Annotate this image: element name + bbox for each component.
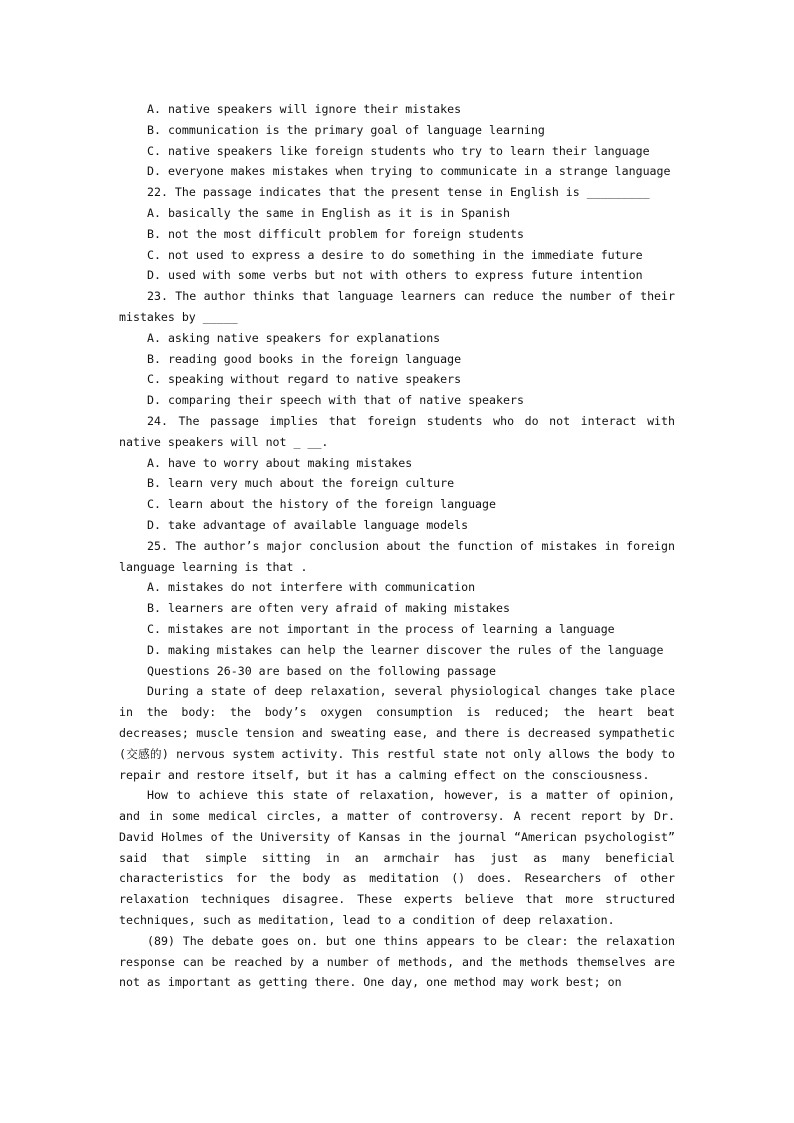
q24-option-a: A. have to worry about making mistakes — [147, 455, 413, 470]
q22-option-c: C. not used to express a desire to do something in the immediate future — [147, 247, 643, 262]
q25-stem-text: 25. The author’s major conclusion about the function of mistakes in foreign language learning is that . — [119, 538, 675, 574]
paragraph-2-text: How to achieve this state of relaxation, however, is a matter of opinion, and in some medical circles, a matter of controversy. A recent report by Dr. David Holmes of the University of Kansas in the journal “American psychologist” said that simple sitting in an armchair has just as many beneficial characteristics for the body as meditation () does. Researchers of other relaxation techniques disagree. These experts believe that more structured techniques, such as meditation, lead to a condition of deep relaxation. — [119, 788, 675, 928]
q22-stem: 22. The passage indicates that the present tense in English is _________ — [147, 185, 650, 200]
q21-option-a: A. native speakers will ignore their mistakes — [147, 102, 462, 116]
q21-option-b: B. communication is the primary goal of language learning — [147, 122, 545, 137]
q23-option-c: C. speaking without regard to native speakers — [147, 372, 462, 387]
q24-stem-text: 24. The passage implies that foreign students who do not interact with native speakers will not _ __. — [119, 413, 675, 449]
q21-option-c: C. native speakers like foreign students who try to learn their language — [147, 143, 650, 158]
q24-option-d: D. take advantage of available language models — [147, 517, 469, 532]
passage-paragraph-2 — [119, 785, 675, 931]
q23-option-b: B. reading good books in the foreign language — [147, 351, 462, 366]
paragraph-3-text: (89) The debate goes on. but one thins appears to be clear: the relaxation response can be reached by a number of methods, and the methods themselves are not as important as getting there. One day, one method may work best; on — [119, 933, 675, 990]
document-page — [119, 99, 675, 993]
q22-option-a: A. basically the same in English as it is in Spanish — [147, 205, 510, 220]
q22-option-b: B. not the most difficult problem for foreign students — [147, 226, 524, 241]
q25-option-d: D. making mistakes can help the learner discover the rules of the language — [147, 642, 664, 657]
passage-paragraph-3 — [119, 931, 675, 993]
q22-option-d: D. used with some verbs but not with others to express future intention — [147, 268, 643, 283]
q23-option-d: D. comparing their speech with that of native speakers — [147, 393, 524, 408]
q24-stem — [119, 411, 675, 453]
q25-option-a: A. mistakes do not interfere with communication — [147, 580, 476, 595]
q21-option-d: D. everyone makes mistakes when trying to communicate in a strange language — [147, 164, 671, 179]
passage-paragraph-1 — [119, 681, 675, 785]
q25-option-b: B. learners are often very afraid of making mistakes — [147, 601, 510, 616]
q23-option-a: A. asking native speakers for explanations — [147, 330, 441, 345]
q24-option-b: B. learn very much about the foreign culture — [147, 476, 455, 491]
paragraph-1-text: During a state of deep relaxation, several physiological changes take place in the body: the body’s oxygen consumption is reduced; the heart beat decreases; muscle tension and sweating ease, and there is decreased sympathetic (交感的) nervous system activity. This restful state not only allows the body to repair and restore itself, but it has a calming effect on the consciousness. — [119, 684, 675, 782]
q24-option-c: C. learn about the history of the foreign language — [147, 497, 497, 512]
q25-option-c: C. mistakes are not important in the process of learning a language — [147, 621, 615, 636]
q23-stem-text: 23. The author thinks that language learners can reduce the number of their mistakes by _____ — [119, 289, 675, 324]
q25-stem — [119, 536, 675, 578]
passage-intro: Questions 26-30 are based on the following passage — [147, 663, 497, 678]
q23-stem — [119, 286, 675, 328]
